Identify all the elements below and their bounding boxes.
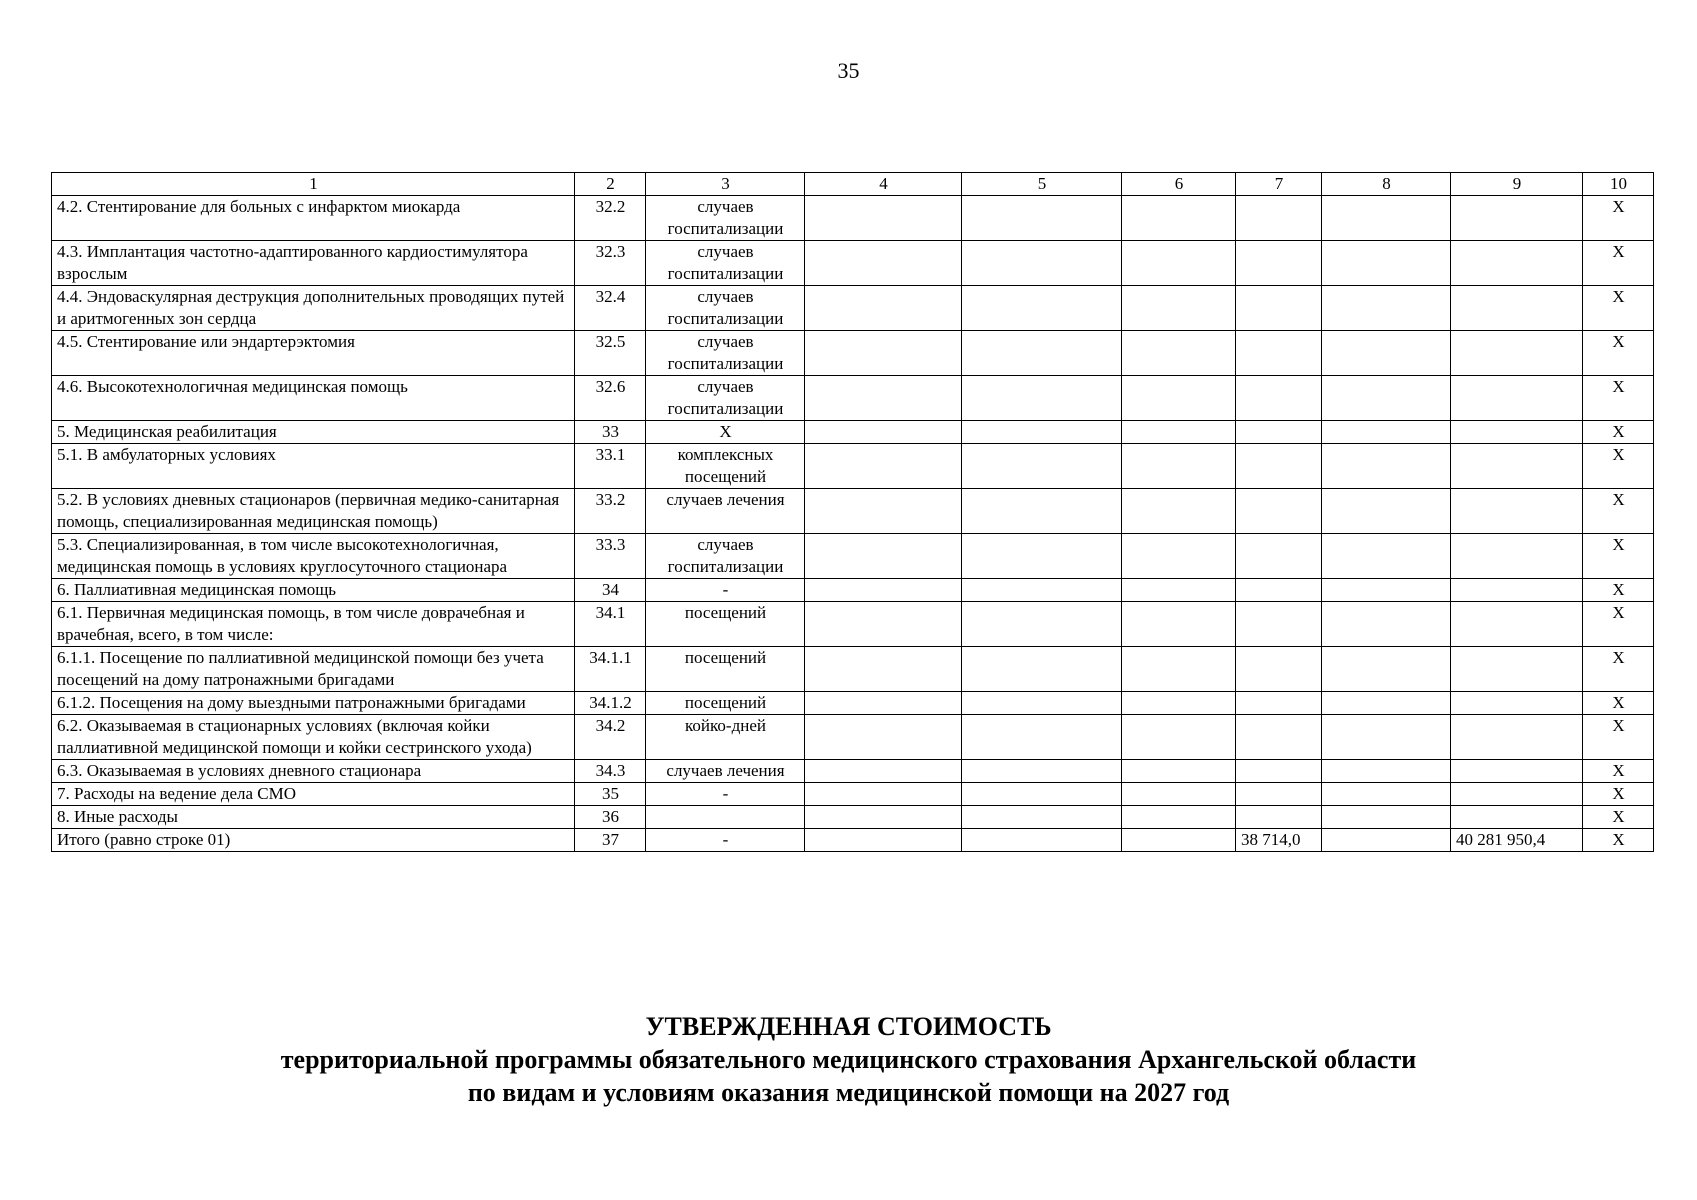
row-unit-cell: посещений: [646, 602, 805, 647]
heading-subtitle-line-1: территориальной программы обязательного медицинского страхования Архангельской области: [280, 1045, 1417, 1074]
row-col9-cell: [1451, 286, 1583, 331]
row-col10-cell: Х: [1583, 647, 1654, 692]
section-heading: [0, 1010, 1697, 1109]
row-col5-cell: [962, 196, 1122, 241]
row-col7-cell: [1236, 760, 1322, 783]
row-col6-cell: [1122, 331, 1236, 376]
row-col4-cell: [805, 444, 962, 489]
header-cell: 5: [962, 173, 1122, 196]
row-code-cell: 33: [575, 421, 646, 444]
row-col9-cell: [1451, 647, 1583, 692]
header-cell: 9: [1451, 173, 1583, 196]
row-col9-cell: [1451, 421, 1583, 444]
row-name-cell: 4.5. Стентирование или эндартерэктомия: [52, 331, 575, 376]
row-name-cell: 6.2. Оказываемая в стационарных условиях (включая койки паллиативной медицинской помощи и койки сестринского ухода): [52, 715, 575, 760]
row-col10-cell: Х: [1583, 602, 1654, 647]
row-col8-cell: [1322, 331, 1451, 376]
row-col4-cell: [805, 241, 962, 286]
table-row: [52, 376, 1654, 421]
row-name-cell: 7. Расходы на ведение дела СМО: [52, 783, 575, 806]
row-name-cell: 6.1. Первичная медицинская помощь, в том числе доврачебная и врачебная, всего, в том числе:: [52, 602, 575, 647]
row-unit-cell: -: [646, 829, 805, 852]
row-col10-cell: Х: [1583, 760, 1654, 783]
row-col8-cell: [1322, 692, 1451, 715]
header-cell: 10: [1583, 173, 1654, 196]
row-code-cell: 33.3: [575, 534, 646, 579]
row-col8-cell: [1322, 376, 1451, 421]
row-col10-cell: Х: [1583, 806, 1654, 829]
row-col10-cell: Х: [1583, 444, 1654, 489]
row-col7-cell: [1236, 331, 1322, 376]
row-col8-cell: [1322, 579, 1451, 602]
row-col5-cell: [962, 579, 1122, 602]
row-col4-cell: [805, 489, 962, 534]
row-col6-cell: [1122, 783, 1236, 806]
row-name-cell: 6.1.2. Посещения на дому выездными патронажными бригадами: [52, 692, 575, 715]
row-name-cell: 6.1.1. Посещение по паллиативной медицинской помощи без учета посещений на дому патронажными бригадами: [52, 647, 575, 692]
row-col9-cell: [1451, 489, 1583, 534]
row-unit-cell: случаев лечения: [646, 489, 805, 534]
row-col7-cell: 38 714,0: [1236, 829, 1322, 852]
row-col6-cell: [1122, 444, 1236, 489]
heading-subtitle-line-2: по видам и условиям оказания медицинской помощи на 2027 год: [467, 1078, 1230, 1107]
row-col6-cell: [1122, 241, 1236, 286]
table-row: [52, 331, 1654, 376]
table-row: [52, 692, 1654, 715]
row-col6-cell: [1122, 579, 1236, 602]
row-col4-cell: [805, 692, 962, 715]
table-row: [52, 783, 1654, 806]
row-col6-cell: [1122, 647, 1236, 692]
row-name-cell: 5.3. Специализированная, в том числе высокотехнологичная, медицинская помощь в условиях круглосуточного стационара: [52, 534, 575, 579]
row-code-cell: 32.6: [575, 376, 646, 421]
row-col6-cell: [1122, 760, 1236, 783]
row-col5-cell: [962, 376, 1122, 421]
row-col5-cell: [962, 715, 1122, 760]
table-row: [52, 760, 1654, 783]
row-col7-cell: [1236, 444, 1322, 489]
table-row: [52, 241, 1654, 286]
row-col8-cell: [1322, 647, 1451, 692]
row-col9-cell: [1451, 534, 1583, 579]
row-col7-cell: [1236, 602, 1322, 647]
row-unit-cell: Х: [646, 421, 805, 444]
table-row: [52, 806, 1654, 829]
row-col6-cell: [1122, 421, 1236, 444]
row-col10-cell: Х: [1583, 692, 1654, 715]
row-name-cell: 6.3. Оказываемая в условиях дневного стационара: [52, 760, 575, 783]
row-unit-cell: койко-дней: [646, 715, 805, 760]
row-col4-cell: [805, 376, 962, 421]
row-code-cell: 33.2: [575, 489, 646, 534]
row-col6-cell: [1122, 806, 1236, 829]
row-col8-cell: [1322, 489, 1451, 534]
row-code-cell: 34: [575, 579, 646, 602]
row-col9-cell: [1451, 241, 1583, 286]
row-col8-cell: [1322, 196, 1451, 241]
row-name-cell: 5.1. В амбулаторных условиях: [52, 444, 575, 489]
row-col4-cell: [805, 760, 962, 783]
row-name-cell: 4.4. Эндоваскулярная деструкция дополнительных проводящих путей и аритмогенных зон сердца: [52, 286, 575, 331]
row-col4-cell: [805, 534, 962, 579]
header-cell: 8: [1322, 173, 1451, 196]
row-unit-cell: случаев госпитализации: [646, 196, 805, 241]
row-code-cell: 32.2: [575, 196, 646, 241]
row-col8-cell: [1322, 421, 1451, 444]
row-code-cell: 36: [575, 806, 646, 829]
row-col7-cell: [1236, 534, 1322, 579]
table-header-row: [52, 173, 1654, 196]
row-col6-cell: [1122, 376, 1236, 421]
row-unit-cell: [646, 806, 805, 829]
row-col9-cell: [1451, 331, 1583, 376]
heading-title: УТВЕРЖДЕННАЯ СТОИМОСТЬ: [645, 1012, 1052, 1041]
row-col5-cell: [962, 829, 1122, 852]
row-col8-cell: [1322, 783, 1451, 806]
row-col4-cell: [805, 286, 962, 331]
row-col7-cell: [1236, 489, 1322, 534]
table-row: [52, 829, 1654, 852]
row-col9-cell: [1451, 806, 1583, 829]
row-col5-cell: [962, 444, 1122, 489]
row-col5-cell: [962, 286, 1122, 331]
row-col10-cell: Х: [1583, 489, 1654, 534]
row-col5-cell: [962, 241, 1122, 286]
row-unit-cell: комплексных посещений: [646, 444, 805, 489]
row-col6-cell: [1122, 196, 1236, 241]
row-col9-cell: 40 281 950,4: [1451, 829, 1583, 852]
row-code-cell: 34.1.1: [575, 647, 646, 692]
row-col5-cell: [962, 806, 1122, 829]
row-code-cell: 32.5: [575, 331, 646, 376]
row-col10-cell: Х: [1583, 829, 1654, 852]
row-col8-cell: [1322, 760, 1451, 783]
table-row: [52, 602, 1654, 647]
row-name-cell: 8. Иные расходы: [52, 806, 575, 829]
row-col7-cell: [1236, 286, 1322, 331]
row-col7-cell: [1236, 647, 1322, 692]
row-code-cell: 35: [575, 783, 646, 806]
row-col9-cell: [1451, 783, 1583, 806]
row-col6-cell: [1122, 692, 1236, 715]
row-col9-cell: [1451, 444, 1583, 489]
row-col10-cell: Х: [1583, 579, 1654, 602]
row-col10-cell: Х: [1583, 376, 1654, 421]
header-cell: 3: [646, 173, 805, 196]
row-code-cell: 37: [575, 829, 646, 852]
row-col6-cell: [1122, 715, 1236, 760]
row-col6-cell: [1122, 602, 1236, 647]
header-cell: 1: [52, 173, 575, 196]
row-code-cell: 34.1: [575, 602, 646, 647]
row-col7-cell: [1236, 376, 1322, 421]
row-name-cell: 4.3. Имплантация частотно-адаптированного кардиостимулятора взрослым: [52, 241, 575, 286]
row-unit-cell: случаев госпитализации: [646, 534, 805, 579]
row-unit-cell: случаев госпитализации: [646, 331, 805, 376]
row-col7-cell: [1236, 241, 1322, 286]
row-col7-cell: [1236, 783, 1322, 806]
row-col5-cell: [962, 783, 1122, 806]
row-col5-cell: [962, 421, 1122, 444]
row-unit-cell: случаев госпитализации: [646, 376, 805, 421]
row-col10-cell: Х: [1583, 286, 1654, 331]
row-unit-cell: -: [646, 783, 805, 806]
row-name-cell: 4.2. Стентирование для больных с инфарктом миокарда: [52, 196, 575, 241]
row-col7-cell: [1236, 421, 1322, 444]
row-unit-cell: -: [646, 579, 805, 602]
row-col9-cell: [1451, 692, 1583, 715]
row-name-cell: 5. Медицинская реабилитация: [52, 421, 575, 444]
row-unit-cell: посещений: [646, 692, 805, 715]
row-name-cell: 5.2. В условиях дневных стационаров (первичная медико-санитарная помощь, специализированная медицинская помощь): [52, 489, 575, 534]
row-col7-cell: [1236, 196, 1322, 241]
row-col8-cell: [1322, 286, 1451, 331]
row-col4-cell: [805, 421, 962, 444]
row-col5-cell: [962, 489, 1122, 534]
row-code-cell: 34.2: [575, 715, 646, 760]
row-col6-cell: [1122, 829, 1236, 852]
page-number: 35: [837, 58, 860, 83]
row-unit-cell: случаев госпитализации: [646, 241, 805, 286]
row-code-cell: 34.1.2: [575, 692, 646, 715]
row-col4-cell: [805, 196, 962, 241]
row-col6-cell: [1122, 286, 1236, 331]
row-col10-cell: Х: [1583, 715, 1654, 760]
row-col4-cell: [805, 331, 962, 376]
row-col5-cell: [962, 602, 1122, 647]
row-col5-cell: [962, 692, 1122, 715]
row-col8-cell: [1322, 806, 1451, 829]
row-col10-cell: Х: [1583, 241, 1654, 286]
row-code-cell: 32.3: [575, 241, 646, 286]
row-unit-cell: случаев лечения: [646, 760, 805, 783]
table-row: [52, 579, 1654, 602]
row-col8-cell: [1322, 444, 1451, 489]
header-cell: 2: [575, 173, 646, 196]
row-col9-cell: [1451, 715, 1583, 760]
row-name-cell: 6. Паллиативная медицинская помощь: [52, 579, 575, 602]
row-col9-cell: [1451, 760, 1583, 783]
row-col9-cell: [1451, 602, 1583, 647]
row-code-cell: 34.3: [575, 760, 646, 783]
row-col10-cell: Х: [1583, 421, 1654, 444]
row-col4-cell: [805, 829, 962, 852]
table-row: [52, 421, 1654, 444]
row-name-cell: Итого (равно строке 01): [52, 829, 575, 852]
row-col8-cell: [1322, 829, 1451, 852]
row-col4-cell: [805, 715, 962, 760]
table-row: [52, 444, 1654, 489]
row-col8-cell: [1322, 715, 1451, 760]
row-col4-cell: [805, 579, 962, 602]
row-col10-cell: Х: [1583, 783, 1654, 806]
row-name-cell: 4.6. Высокотехнологичная медицинская помощь: [52, 376, 575, 421]
cost-table: [51, 172, 1654, 852]
row-col4-cell: [805, 647, 962, 692]
row-col7-cell: [1236, 715, 1322, 760]
header-cell: 6: [1122, 173, 1236, 196]
table-row: [52, 534, 1654, 579]
row-col5-cell: [962, 331, 1122, 376]
row-col9-cell: [1451, 376, 1583, 421]
row-col9-cell: [1451, 196, 1583, 241]
row-col7-cell: [1236, 692, 1322, 715]
row-col9-cell: [1451, 579, 1583, 602]
row-unit-cell: посещений: [646, 647, 805, 692]
row-col10-cell: Х: [1583, 331, 1654, 376]
table-row: [52, 196, 1654, 241]
row-code-cell: 32.4: [575, 286, 646, 331]
table-row: [52, 647, 1654, 692]
row-col4-cell: [805, 806, 962, 829]
row-col5-cell: [962, 760, 1122, 783]
row-col4-cell: [805, 602, 962, 647]
row-col5-cell: [962, 647, 1122, 692]
table-row: [52, 715, 1654, 760]
row-col7-cell: [1236, 579, 1322, 602]
row-col4-cell: [805, 783, 962, 806]
row-col6-cell: [1122, 534, 1236, 579]
row-col8-cell: [1322, 534, 1451, 579]
row-col5-cell: [962, 534, 1122, 579]
header-cell: 4: [805, 173, 962, 196]
table-row: [52, 286, 1654, 331]
row-col7-cell: [1236, 806, 1322, 829]
row-col6-cell: [1122, 489, 1236, 534]
row-col8-cell: [1322, 602, 1451, 647]
row-col10-cell: Х: [1583, 196, 1654, 241]
row-unit-cell: случаев госпитализации: [646, 286, 805, 331]
row-col10-cell: Х: [1583, 534, 1654, 579]
row-code-cell: 33.1: [575, 444, 646, 489]
row-col8-cell: [1322, 241, 1451, 286]
header-cell: 7: [1236, 173, 1322, 196]
table-row: [52, 489, 1654, 534]
